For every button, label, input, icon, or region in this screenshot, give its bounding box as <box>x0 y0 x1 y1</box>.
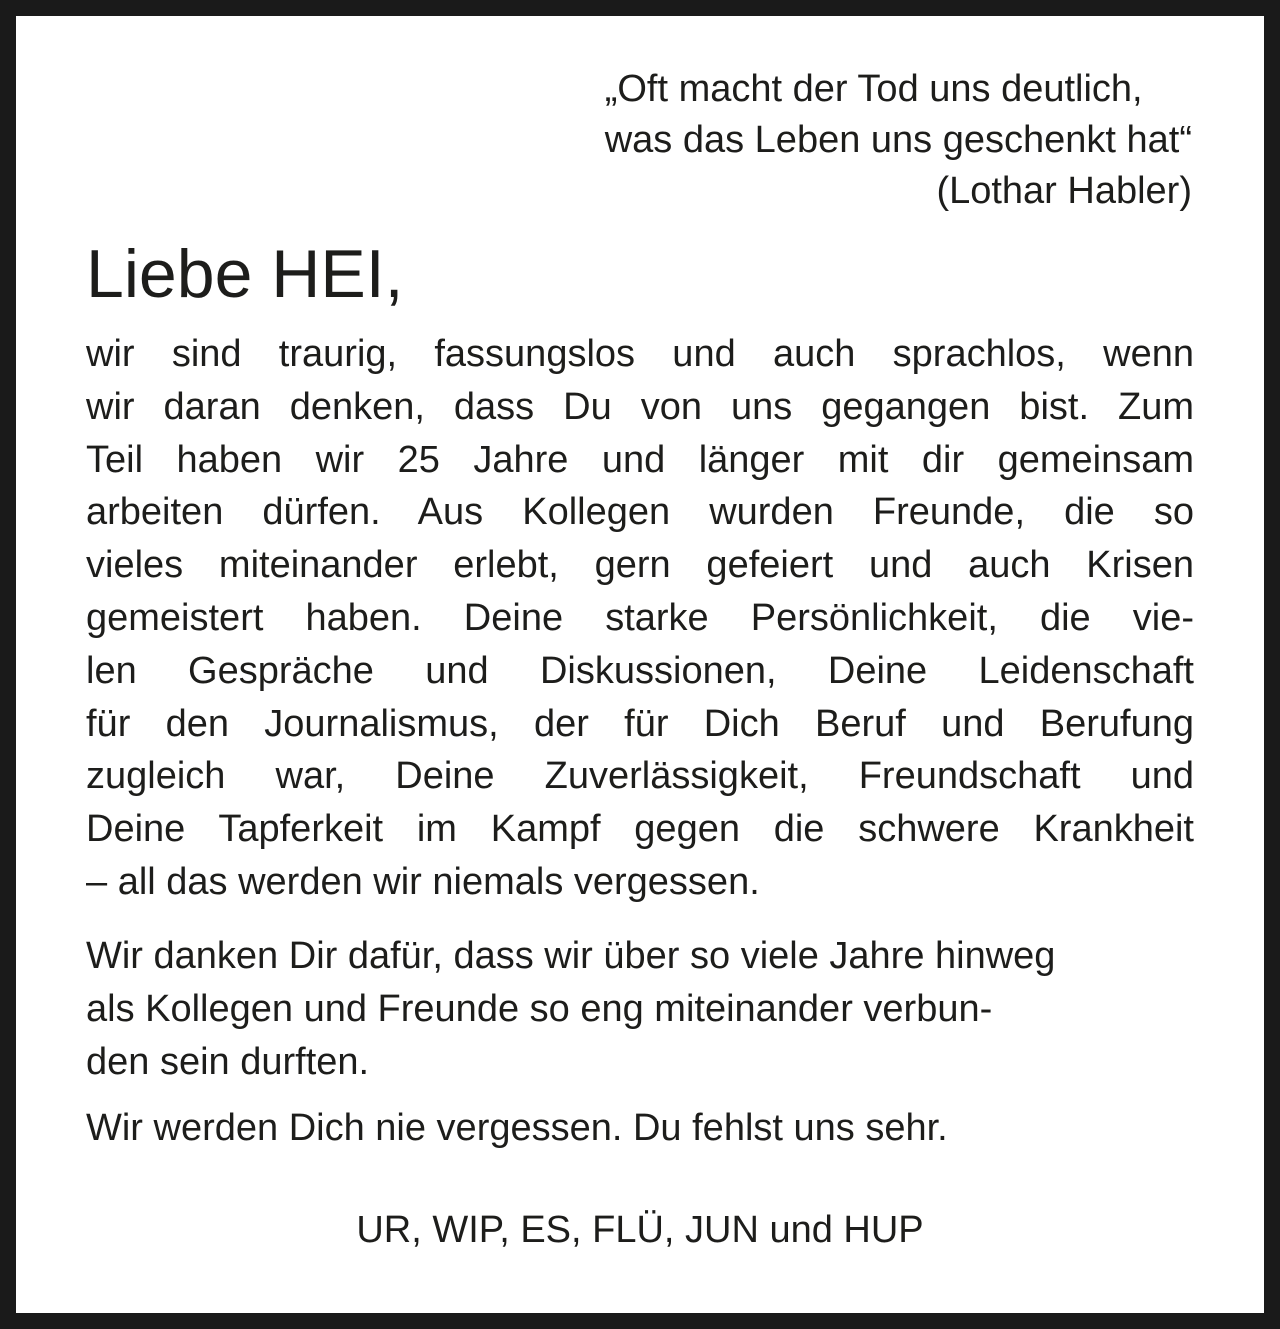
paragraph-line: Deine Tapferkeit im Kampf gegen die schwere Krankheit <box>86 808 1194 851</box>
paragraph-line: arbeiten dürfen. Aus Kollegen wurden Freunde, die so <box>86 491 1194 534</box>
paragraph-line: len Gespräche und Diskussionen, Deine Leidenschaft <box>86 649 1194 692</box>
quote-author: (Lothar Habler) <box>936 170 1192 212</box>
paragraph-line: den sein durften. <box>86 1040 370 1083</box>
signature: UR, WIP, ES, FLÜ, JUN und HUP <box>356 1209 924 1251</box>
greeting-heading: Liebe HEI, <box>86 236 404 312</box>
paragraph-line: wir daran denken, dass Du von uns gegangen bist. Zum <box>86 385 1194 428</box>
epigraph-quote <box>605 64 1192 217</box>
paragraph-line: vieles miteinander erlebt, gern gefeiert und auch Krisen <box>86 544 1194 587</box>
paragraph-line: Wir werden Dich nie vergessen. Du fehlst uns sehr. <box>86 1107 948 1149</box>
paragraph-line: gemeistert haben. Deine starke Persönlichkeit, die vie- <box>86 596 1194 639</box>
quote-line: „Oft macht der Tod uns deutlich, <box>604 68 1143 110</box>
body-paragraph <box>86 930 1194 1088</box>
quote-line: was das Leben uns geschenkt hat“ <box>604 119 1192 161</box>
paragraph-line: – all das werden wir niemals vergessen. <box>86 860 760 903</box>
paragraph-line: Wir danken Dir dafür, dass wir über so viele Jahre hinweg <box>86 935 1056 977</box>
paragraph-line: Teil haben wir 25 Jahre und länger mit dir gemeinsam <box>86 438 1194 481</box>
body-paragraph <box>86 328 1194 909</box>
paragraph-line: als Kollegen und Freunde so eng miteinander verbun- <box>86 987 993 1030</box>
paragraph-line: zugleich war, Deine Zuverlässigkeit, Freundschaft und <box>86 755 1194 798</box>
body-paragraph <box>86 1102 1194 1155</box>
paragraph-line: wir sind traurig, fassungslos und auch sprachlos, wenn <box>86 333 1194 375</box>
paragraph-line: für den Journalismus, der für Dich Beruf und Berufung <box>86 702 1194 745</box>
